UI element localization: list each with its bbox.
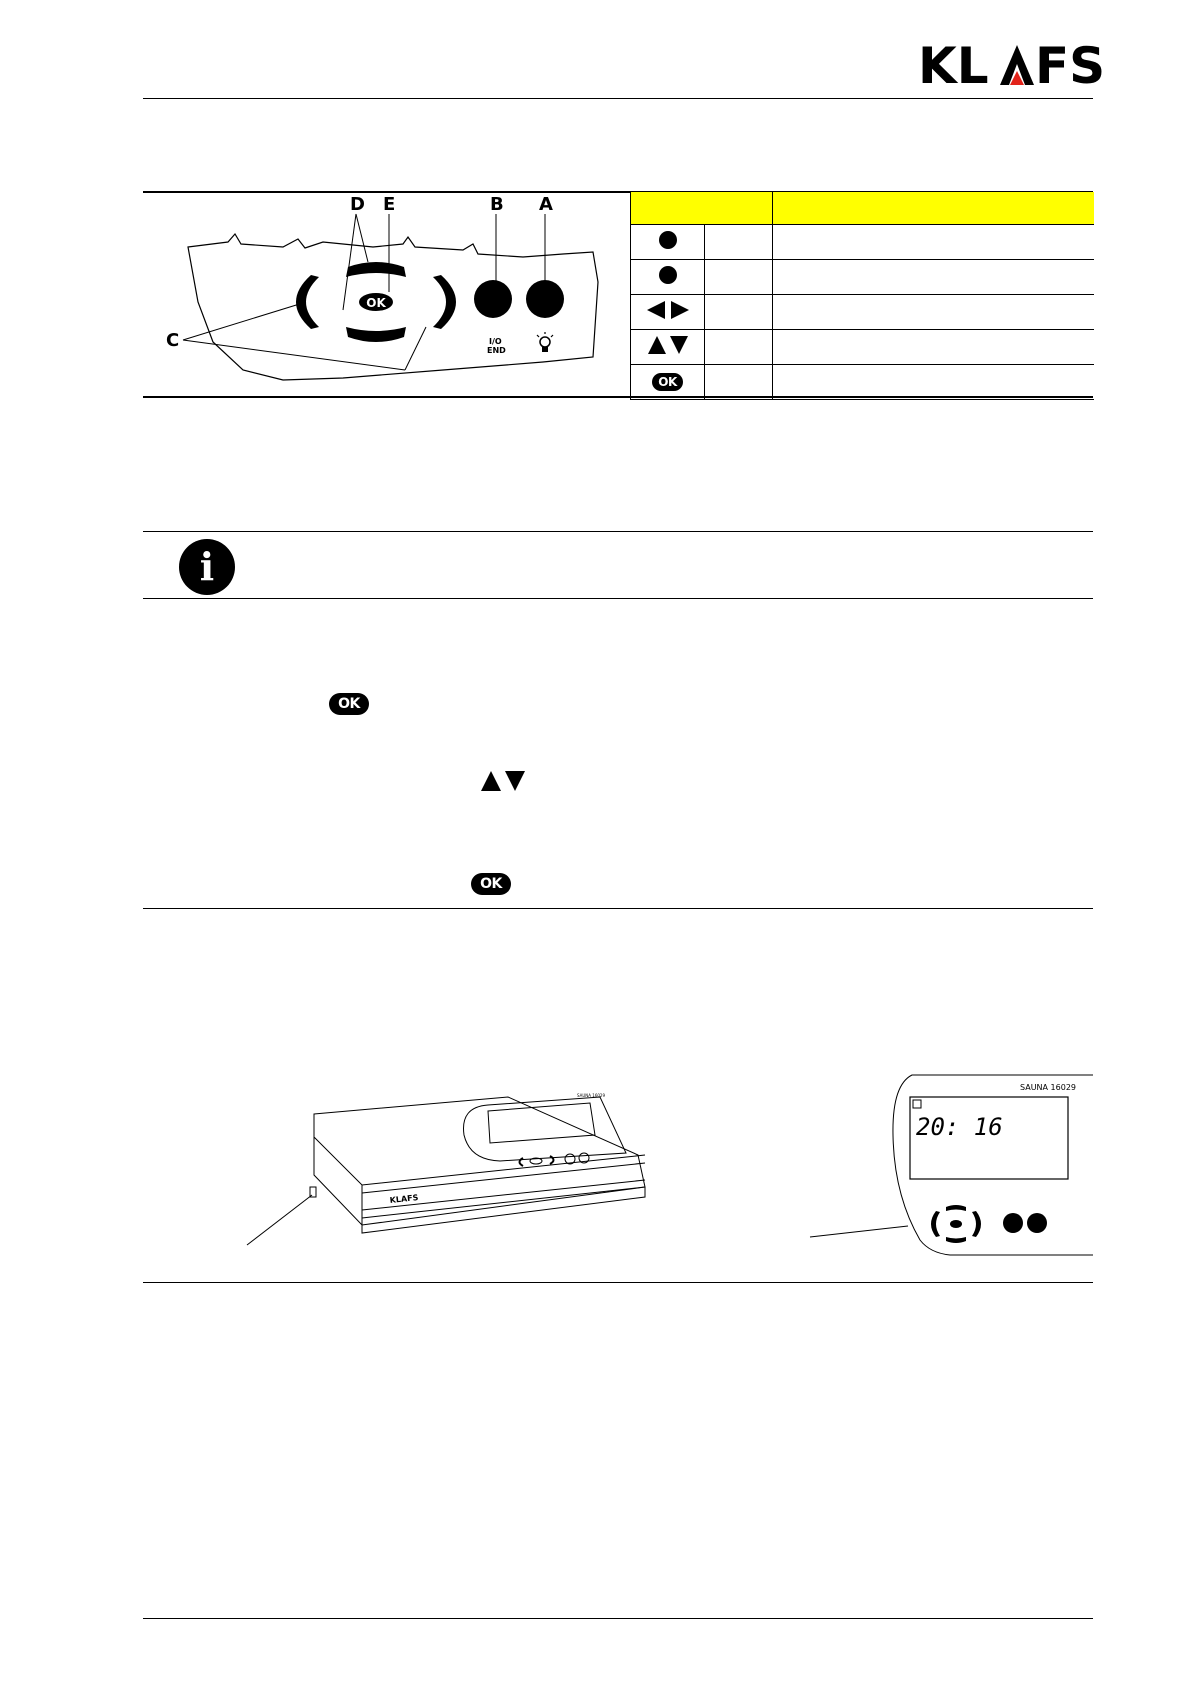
- display-nav-buttons: [931, 1205, 981, 1243]
- table-row: [631, 225, 1094, 260]
- section-bottom-rule: [143, 396, 1093, 398]
- table-cell-description: [773, 225, 1094, 260]
- table-row: [631, 365, 1094, 400]
- device-label: SAUNA 16029: [577, 1093, 606, 1098]
- table-cell-description: [773, 330, 1094, 365]
- ok-icon: OK: [652, 373, 683, 391]
- table-cell-letter: [705, 260, 773, 295]
- table-cell-letter: [705, 225, 773, 260]
- control-unit-illustration: [240, 1075, 660, 1270]
- nav-up-button: [346, 262, 406, 277]
- lcd-status-icon: [913, 1100, 921, 1108]
- light-button-a: [526, 280, 564, 318]
- notice-bottom-rule: [143, 598, 1093, 599]
- callout-c: C: [166, 330, 180, 351]
- table-cell-letter: [705, 295, 773, 330]
- display-detail-illustration: [810, 1075, 1093, 1270]
- light-bulb-icon: [537, 332, 553, 352]
- ok-inline-icon: OK: [329, 693, 369, 715]
- klafs-logo-mark: [918, 37, 1106, 95]
- table-cell-symbol: [631, 295, 705, 330]
- notice-top-rule: [143, 531, 1093, 532]
- table-row: [631, 330, 1094, 365]
- illustration-bottom-rule: [143, 1282, 1093, 1283]
- lcd-time: 20: 16: [916, 1113, 1003, 1141]
- callout-d: D: [350, 194, 365, 215]
- callout-a: A: [539, 194, 553, 215]
- filled-circle-icon: [659, 231, 677, 249]
- table-header-description: [773, 192, 1094, 225]
- table-header-symbol: [631, 192, 773, 225]
- power-label-end: END: [487, 346, 506, 355]
- footer-rule: [143, 1618, 1093, 1619]
- nav-right-button: [433, 275, 456, 329]
- left-right-arrows-icon: [645, 299, 691, 321]
- header-rule: [143, 98, 1093, 99]
- display-power-button: [1003, 1213, 1023, 1233]
- callout-b: B: [490, 194, 504, 215]
- svg-text:KL: KL: [918, 37, 989, 95]
- table-header-row: [631, 192, 1094, 225]
- klafs-logo: [918, 37, 1106, 95]
- table-cell-letter: [705, 330, 773, 365]
- instructions-bottom-rule: [143, 908, 1093, 909]
- power-label-io: I/O: [489, 337, 502, 346]
- table-cell-symbol: [631, 330, 705, 365]
- nav-down-button: [346, 327, 406, 342]
- power-button-b: [474, 280, 512, 318]
- display-light-button: [1027, 1213, 1047, 1233]
- up-down-arrows-icon: [646, 334, 690, 356]
- up-down-arrows-inline-icon: [480, 770, 526, 792]
- ok-button-label: OK: [366, 296, 386, 310]
- svg-text:FS: FS: [1035, 37, 1106, 95]
- table-cell-description: [773, 295, 1094, 330]
- display-model-label: SAUNA 16029: [1020, 1083, 1077, 1092]
- table-cell-letter: [705, 365, 773, 400]
- filled-circle-icon: [659, 266, 677, 284]
- table-cell-description: [773, 260, 1094, 295]
- table-cell-description: [773, 365, 1094, 400]
- table-row: [631, 295, 1094, 330]
- nav-buttons-leader-line: [810, 1226, 908, 1237]
- control-panel-diagram: [143, 192, 630, 397]
- device-brand: KLAFS: [389, 1193, 419, 1205]
- table-cell-symbol: [631, 260, 705, 295]
- display-detail-outline: [893, 1075, 1093, 1255]
- ok-inline-icon-2: OK: [471, 873, 511, 895]
- info-icon: i: [179, 539, 235, 595]
- switch-leader-line: [247, 1195, 312, 1245]
- table-cell-symbol: [631, 225, 705, 260]
- table-cell-symbol: [631, 365, 705, 400]
- button-legend-table: [630, 192, 1094, 400]
- nav-left-button: [296, 275, 319, 329]
- device-body-outline: [314, 1097, 645, 1233]
- device-display-bezel: [464, 1097, 627, 1161]
- callout-e: E: [383, 194, 396, 215]
- table-row: [631, 260, 1094, 295]
